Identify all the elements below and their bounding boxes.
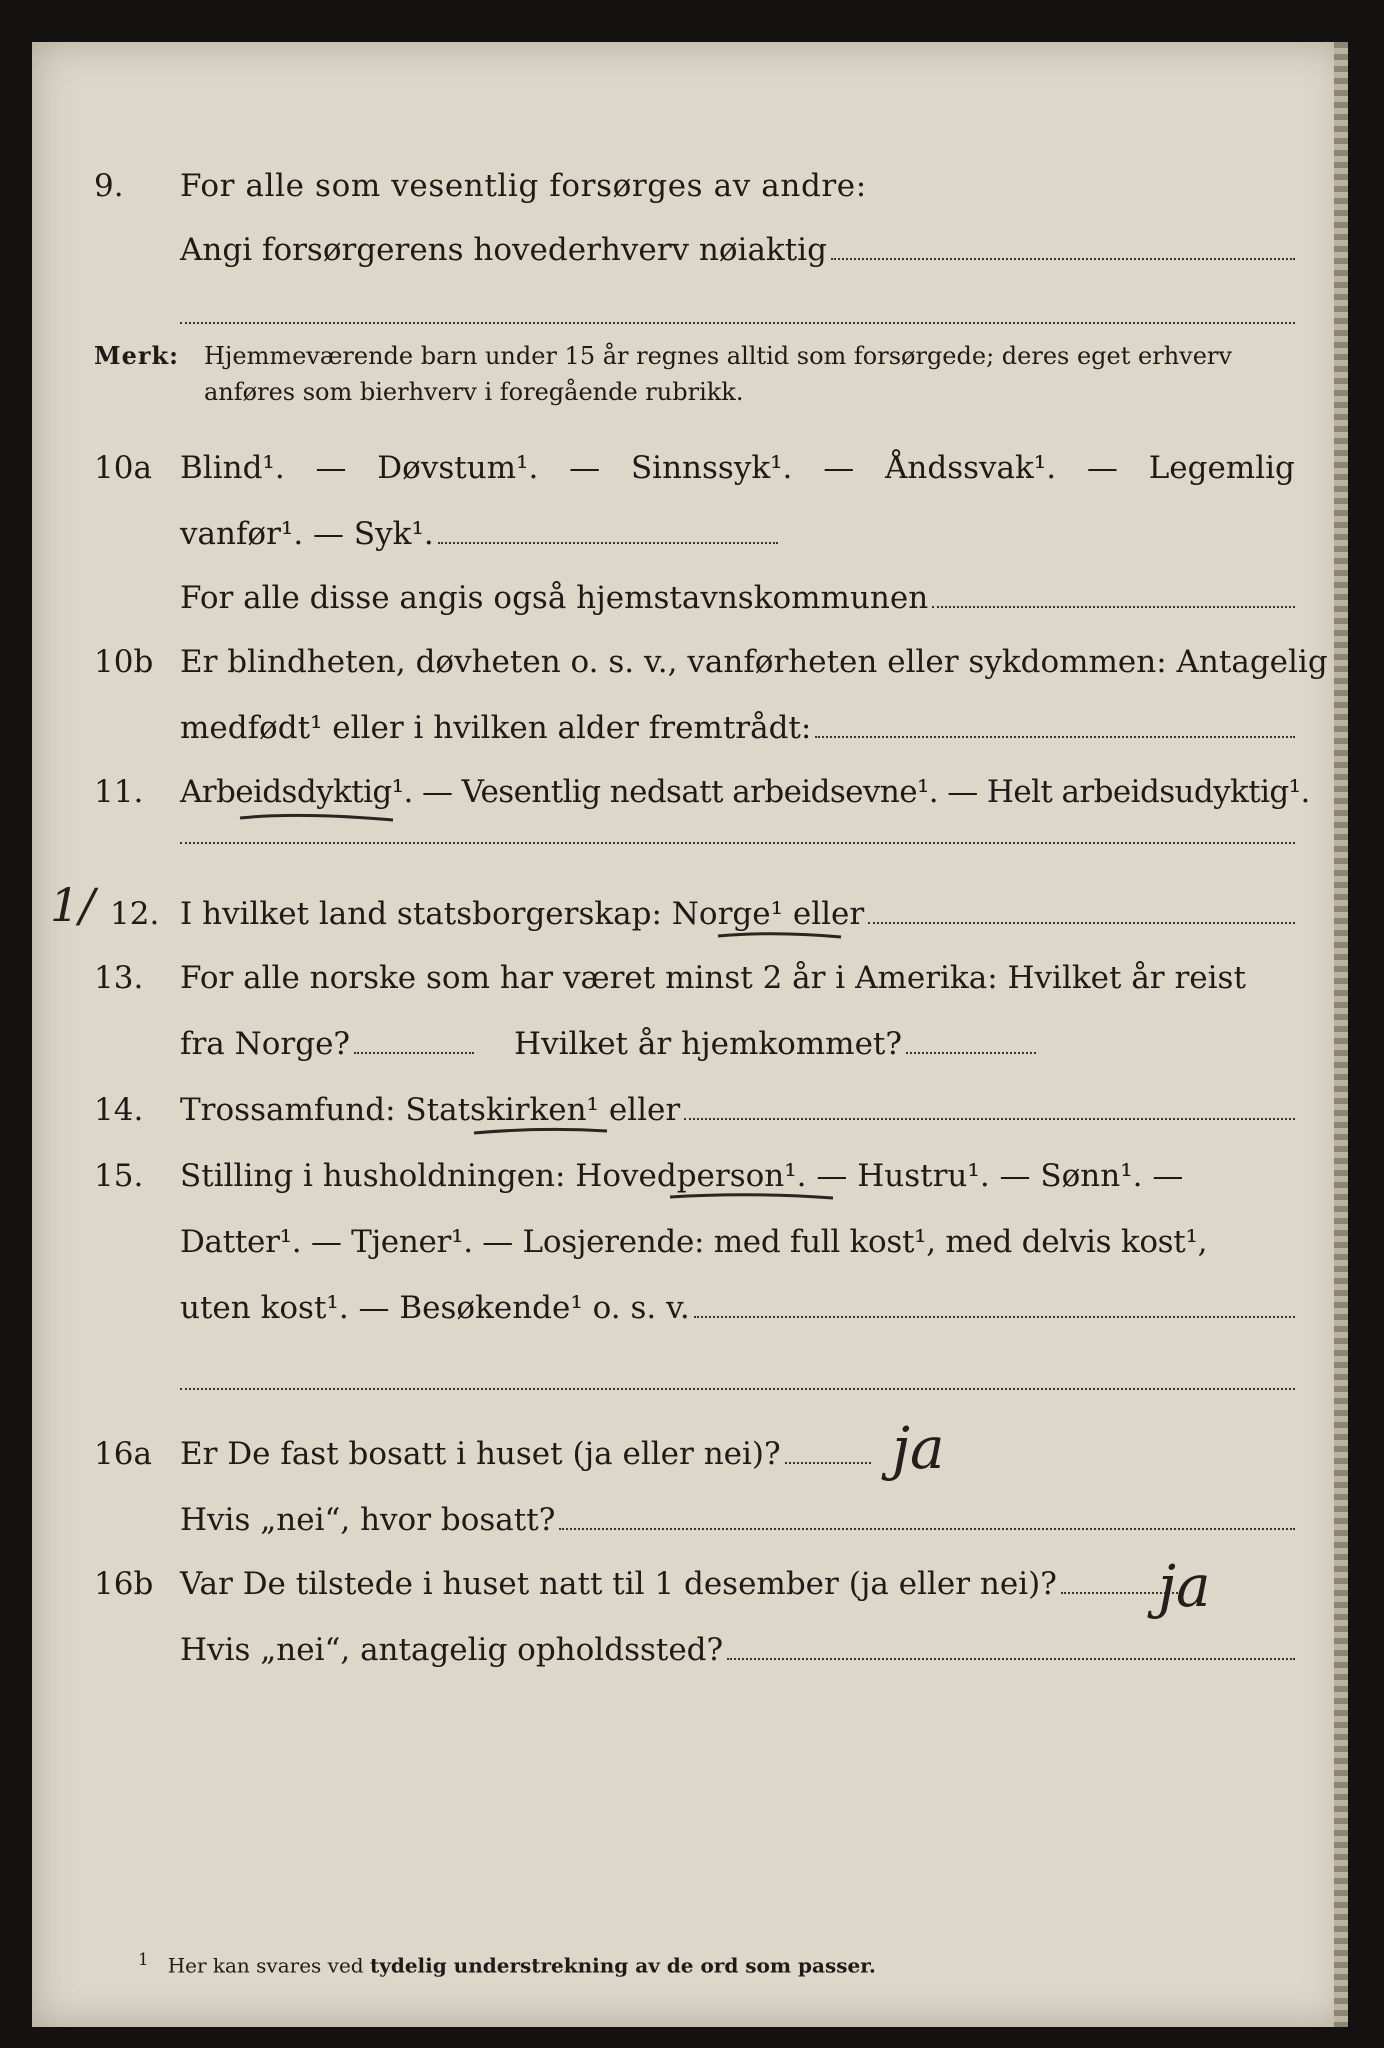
handwritten-underline	[668, 1188, 838, 1206]
form-sheet	[32, 42, 1348, 2027]
question-11-line-1	[32, 770, 1348, 814]
question-option: —	[823, 450, 855, 486]
handwritten-underline	[716, 928, 846, 944]
footnote-lead: Her kan svares ved	[167, 1953, 364, 1978]
question-text: Datter¹. — Tjener¹. — Losjerende: med full kost¹, med delvis kost¹,	[180, 1224, 1208, 1260]
question-number: 16b	[94, 1566, 154, 1602]
question-10a-line-1	[32, 446, 1348, 490]
footnote	[138, 1950, 876, 1978]
question-text: medfødt¹ eller i hvilken alder fremtrådt:	[180, 710, 812, 746]
question-text: vanfør¹. — Syk¹.	[180, 516, 434, 552]
question-option: —	[1086, 450, 1118, 486]
answer-line[interactable]	[180, 842, 1295, 844]
question-text: For alle som vesentlig forsørges av andre:	[180, 168, 867, 204]
answer-line[interactable]	[906, 1022, 1036, 1054]
question-number: 9.	[94, 168, 124, 204]
note-text: Hjemmeværende barn under 15 år regnes alltid som forsørgede; deres eget erhverv anføres som bierhverv i foregående rubrikk.	[204, 342, 1232, 406]
question-text: Var De tilstede i huset natt til 1 desember (ja eller nei)?	[180, 1566, 1057, 1602]
question-text: fra Norge?	[180, 1026, 351, 1062]
answer-line[interactable]	[354, 1022, 474, 1054]
footnote-mark: 1	[138, 1950, 149, 1969]
answer-line[interactable]	[831, 228, 1295, 260]
answer-line[interactable]	[932, 576, 1295, 608]
question-text: Hvilket år hjemkommet?	[514, 1026, 903, 1062]
answer-line[interactable]	[694, 1286, 1295, 1318]
question-10a-line-2	[32, 512, 1348, 556]
question-option: —	[315, 450, 347, 486]
question-16a-line-2	[32, 1498, 1348, 1542]
answer-line[interactable]	[559, 1498, 1295, 1530]
question-text: Hvis „nei“, hvor bosatt?	[180, 1502, 556, 1538]
question-15-line-2	[32, 1220, 1348, 1264]
question-9-line-1	[32, 164, 1348, 208]
question-number: 15.	[94, 1158, 144, 1194]
answer-line[interactable]	[438, 512, 778, 544]
question-option: Sinnssyk¹.	[630, 450, 793, 486]
answer-line[interactable]	[785, 1432, 871, 1464]
handwritten-underline	[238, 808, 398, 828]
answer-line[interactable]	[180, 1388, 1295, 1390]
question-text: I hvilket land statsborgerskap: Norge¹ eller	[180, 896, 865, 932]
question-16a-line-1	[32, 1432, 1348, 1476]
question-text: Arbeidsdyktig¹. — Vesentlig nedsatt arbeidsevne¹. — Helt arbeidsudyktig¹.	[180, 774, 1310, 810]
handwritten-answer: ja	[892, 1414, 945, 1482]
question-9-line-2	[32, 228, 1348, 272]
question-14-line-1	[32, 1088, 1348, 1132]
question-option: Legemlig	[1148, 450, 1295, 486]
question-13-line-2	[32, 1022, 1348, 1066]
question-number: 12.	[110, 896, 160, 932]
question-10b-line-1	[32, 640, 1348, 684]
answer-line[interactable]	[684, 1088, 1295, 1120]
question-number: 13.	[94, 960, 144, 996]
note-label: Merk:	[94, 341, 179, 370]
question-10b-line-2	[32, 706, 1348, 750]
question-number: 16a	[94, 1436, 152, 1472]
question-number: 11.	[94, 774, 144, 810]
footnote-emphasis: tydelig understrekning av de ord som passer.	[369, 1953, 876, 1978]
answer-line[interactable]	[727, 1628, 1295, 1660]
question-text: uten kost¹. — Besøkende¹ o. s. v.	[180, 1290, 690, 1326]
answer-line[interactable]	[868, 892, 1295, 924]
margin-check-mark: 1/	[50, 878, 95, 932]
question-text: For alle norske som har været minst 2 år i Amerika: Hvilket år reist	[180, 960, 1246, 996]
handwritten-underline	[472, 1124, 612, 1140]
question-option: Åndssvak¹.	[885, 450, 1057, 486]
question-number: 14.	[94, 1092, 144, 1128]
question-13-line-1	[32, 956, 1348, 1000]
question-16b-line-2	[32, 1628, 1348, 1672]
question-number: 10b	[94, 644, 154, 680]
question-text: Hvis „nei“, antagelig opholdssted?	[180, 1632, 724, 1668]
question-15-line-3	[32, 1286, 1348, 1330]
handwritten-answer: ja	[1158, 1552, 1211, 1620]
question-text: Stilling i husholdningen: Hovedperson¹. — Hustru¹. — Sønn¹. —	[180, 1158, 1184, 1194]
question-text: Angi forsørgerens hovederhverv nøiaktig	[180, 232, 827, 268]
question-12-line-1	[32, 892, 1348, 936]
answer-line[interactable]	[180, 322, 1295, 324]
question-option: —	[569, 450, 601, 486]
question-option: Døvstum¹.	[377, 450, 539, 486]
question-option: Blind¹.	[180, 450, 285, 486]
question-text: Trossamfund: Statskirken¹ eller	[180, 1092, 681, 1128]
question-16b-line-1	[32, 1562, 1348, 1606]
question-text: For alle disse angis også hjemstavnskommunen	[180, 580, 929, 616]
answer-line[interactable]	[815, 706, 1295, 738]
question-text: Er blindheten, døvheten o. s. v., vanførheten eller sykdommen: Antagelig	[180, 644, 1328, 680]
question-text: Er De fast bosatt i huset (ja eller nei)?	[180, 1436, 781, 1472]
question-number: 10a	[94, 450, 152, 486]
question-10a-line-3	[32, 576, 1348, 620]
